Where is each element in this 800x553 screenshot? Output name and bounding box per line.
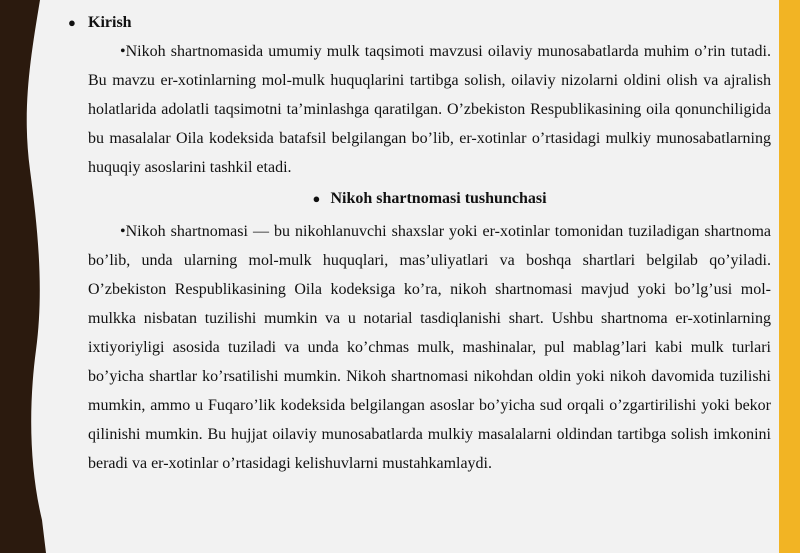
document-body: [68, 8, 771, 478]
bullet-icon: ●: [312, 191, 321, 206]
paragraph-intro: •Nikoh shartnomasida umumiy mulk taqsimoti mavzusi oilaviy munosabatlarda muhim o’rin tutadi. Bu mavzu er-xotinlarning mol-mulk huquqlarini tartibga solish, oilaviy nizolarni oldini olish va ajralish holatlarida adolatli taqsimotni ta’minlashga qaratilgan. O’zbekiston Respublikasining oila qonunchiligida bu masalalar Oila kodeksida batafsil belgilangan bo’lib, er-xotinlar o’rtasidagi mulkiy munosabatlarning huquqiy asoslarini tashkil etadi.: [88, 43, 771, 176]
heading-text: Kirish: [88, 14, 132, 31]
bullet-icon: ●: [68, 15, 76, 30]
section-heading-definition: [88, 184, 771, 213]
right-accent-bar: [779, 0, 800, 553]
heading-text: Nikoh shartnomasi tushunchasi: [330, 190, 547, 207]
paragraph-definition: •Nikoh shartnomasi — bu nikohlanuvchi shaxslar yoki er-xotinlar tomonidan tuziladigan shartnoma bo’lib, unda ularning mol-mulk huquqlari, mas’uliyatlari va boshqa shartlari belgilab qo’yiladi. O’zbekiston Respublikasining Oila kodeksiga ko’ra, nikoh shartnomasi mavjud yoki bo’lg’usi mol-mulkka nisbatan tuzilishi mumkin va u notarial tasdiqlanishi shart. Ushbu shartnoma er-xotinlarning ixtiyoriyligi asosida tuziladi va unda ko’chmas mulk, mashinalar, pul mablag’lari kabi mulk turlari bo’yicha shartlar ko’rsatilishi mumkin. Nikoh shartnomasi nikohdan oldin yoki nikoh davomida tuzilishi mumkin, ammo u Fuqaro’lik kodeksida belgilangan asoslar bo’yicha sud orqali o’zgartirilishi yoki bekor qilinishi mumkin. Bu hujjat oilaviy munosabatlarda mulkiy masalalarni oldindan tartibga solish imkonini beradi va er-xotinlar o’rtasidagi kelishuvlarni mustahkamlaydi.: [88, 223, 771, 472]
section-heading-kirish: [68, 8, 771, 37]
left-wave-decoration: [0, 0, 60, 553]
